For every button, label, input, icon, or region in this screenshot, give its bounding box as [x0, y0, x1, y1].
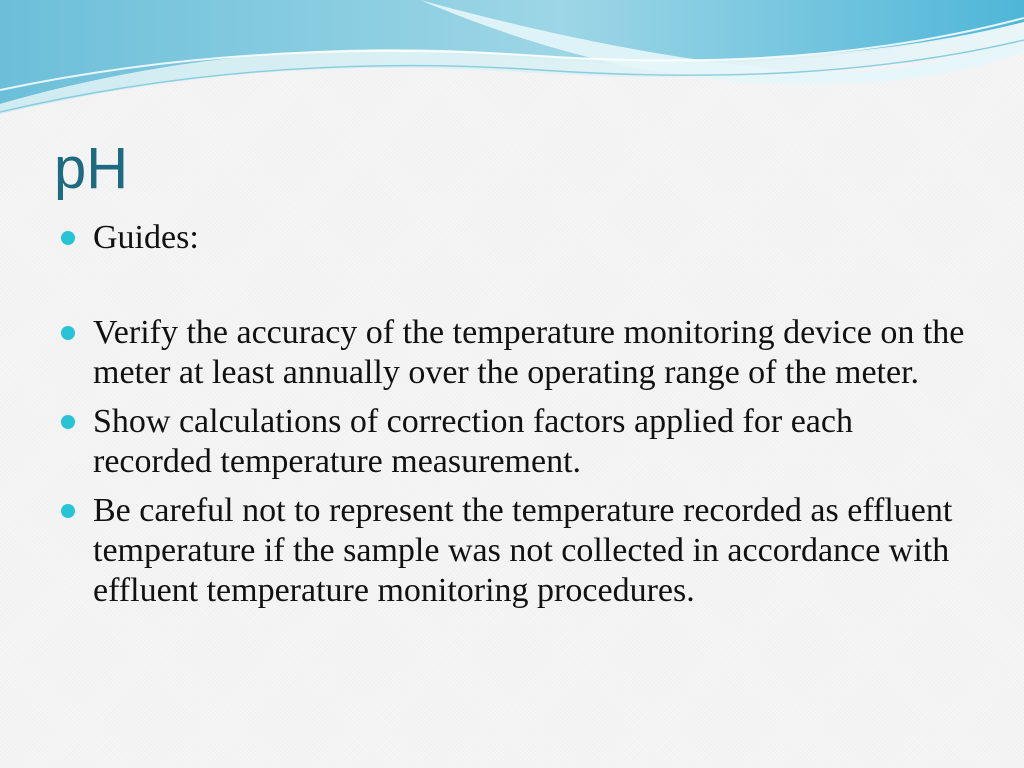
bullet-text: Show calculations of correction factors applied for each recorded temperature measurement.	[93, 403, 853, 480]
bullet-dot-icon	[61, 231, 75, 245]
bullet-text: Be careful not to represent the temperature recorded as effluent temperature if the sample was not collected in accordance with effluent temperature monitoring procedures.	[93, 492, 953, 609]
bullet-item-guides	[60, 218, 980, 258]
bullet-dot-icon	[61, 415, 75, 429]
bullet-text: Guides:	[93, 219, 199, 256]
bullet-dot-icon	[61, 326, 75, 340]
bullet-item-correction-factors	[60, 402, 980, 482]
bullet-dot-icon	[61, 504, 75, 518]
bullet-list	[60, 218, 980, 611]
bullet-text: Verify the accuracy of the temperature monitoring device on the meter at least annually over the operating range of the meter.	[93, 314, 965, 391]
slide-title: pH	[54, 136, 129, 201]
header-wave-decoration	[0, 0, 1024, 120]
bullet-item-verify-accuracy	[60, 313, 980, 393]
bullet-item-effluent-temperature	[60, 491, 980, 611]
